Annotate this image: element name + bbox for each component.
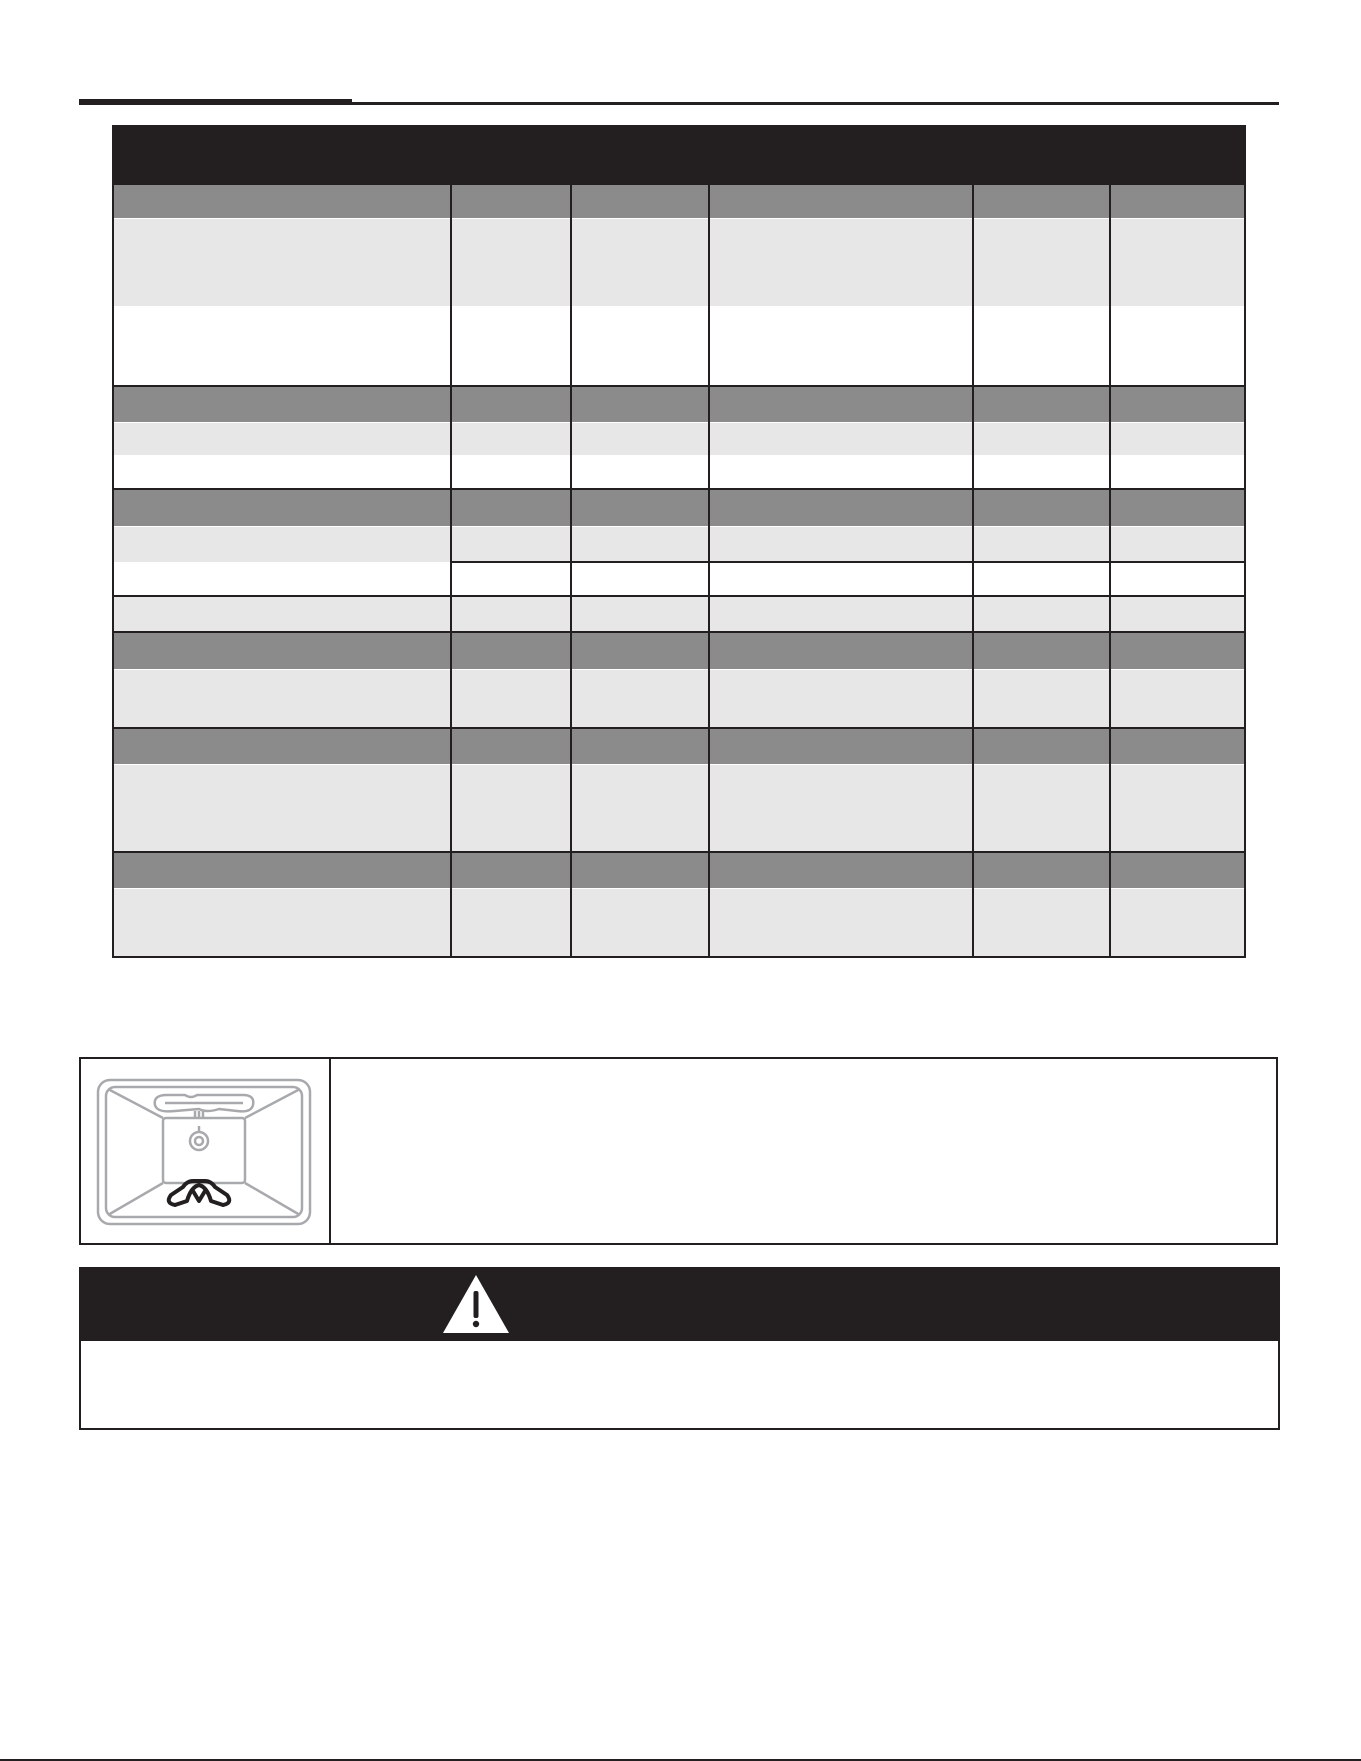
table-row	[114, 596, 1244, 631]
section-separator	[114, 488, 1244, 490]
table-row	[114, 669, 1244, 727]
table-section-band	[114, 853, 1244, 888]
row-separator	[114, 888, 1244, 889]
column-rule	[450, 127, 452, 956]
row-separator	[114, 595, 1244, 597]
table-section-band	[114, 633, 1244, 669]
section-separator	[114, 385, 1244, 387]
row-separator	[114, 669, 1244, 670]
column-rule	[1109, 185, 1111, 956]
section-separator	[114, 631, 1244, 633]
row-separator	[114, 764, 1244, 765]
table-section-band	[114, 729, 1244, 764]
table-row	[114, 306, 1244, 385]
column-rule	[972, 127, 974, 956]
table-row	[114, 562, 1244, 596]
warning-panel	[79, 1267, 1280, 1430]
table-section-band	[114, 387, 1244, 422]
table-row	[114, 218, 1244, 306]
column-rule	[570, 127, 572, 956]
row-separator	[114, 422, 1244, 423]
section-separator	[114, 727, 1244, 729]
table-row	[114, 422, 1244, 455]
table-section-band	[114, 185, 1244, 218]
column-rule	[708, 127, 710, 956]
table-section-band	[114, 490, 1244, 526]
table-row	[114, 888, 1244, 956]
lower-element-icon	[169, 1181, 230, 1205]
reference-table	[112, 125, 1246, 958]
oven-cavity-icon	[95, 1077, 313, 1227]
oven-illustration-panel	[79, 1057, 1278, 1245]
table-row	[114, 764, 1244, 851]
table-row	[114, 455, 1244, 488]
table-row	[114, 526, 1244, 562]
oven-light-icon	[190, 1132, 208, 1150]
table-header-row	[114, 127, 1244, 185]
panel-divider	[329, 1059, 331, 1243]
row-separator	[114, 218, 1244, 219]
row-separator	[114, 526, 1244, 527]
warning-header-band	[81, 1269, 1278, 1341]
section-separator	[114, 851, 1244, 853]
warning-triangle-icon	[440, 1271, 512, 1335]
section-rule	[79, 102, 1279, 105]
